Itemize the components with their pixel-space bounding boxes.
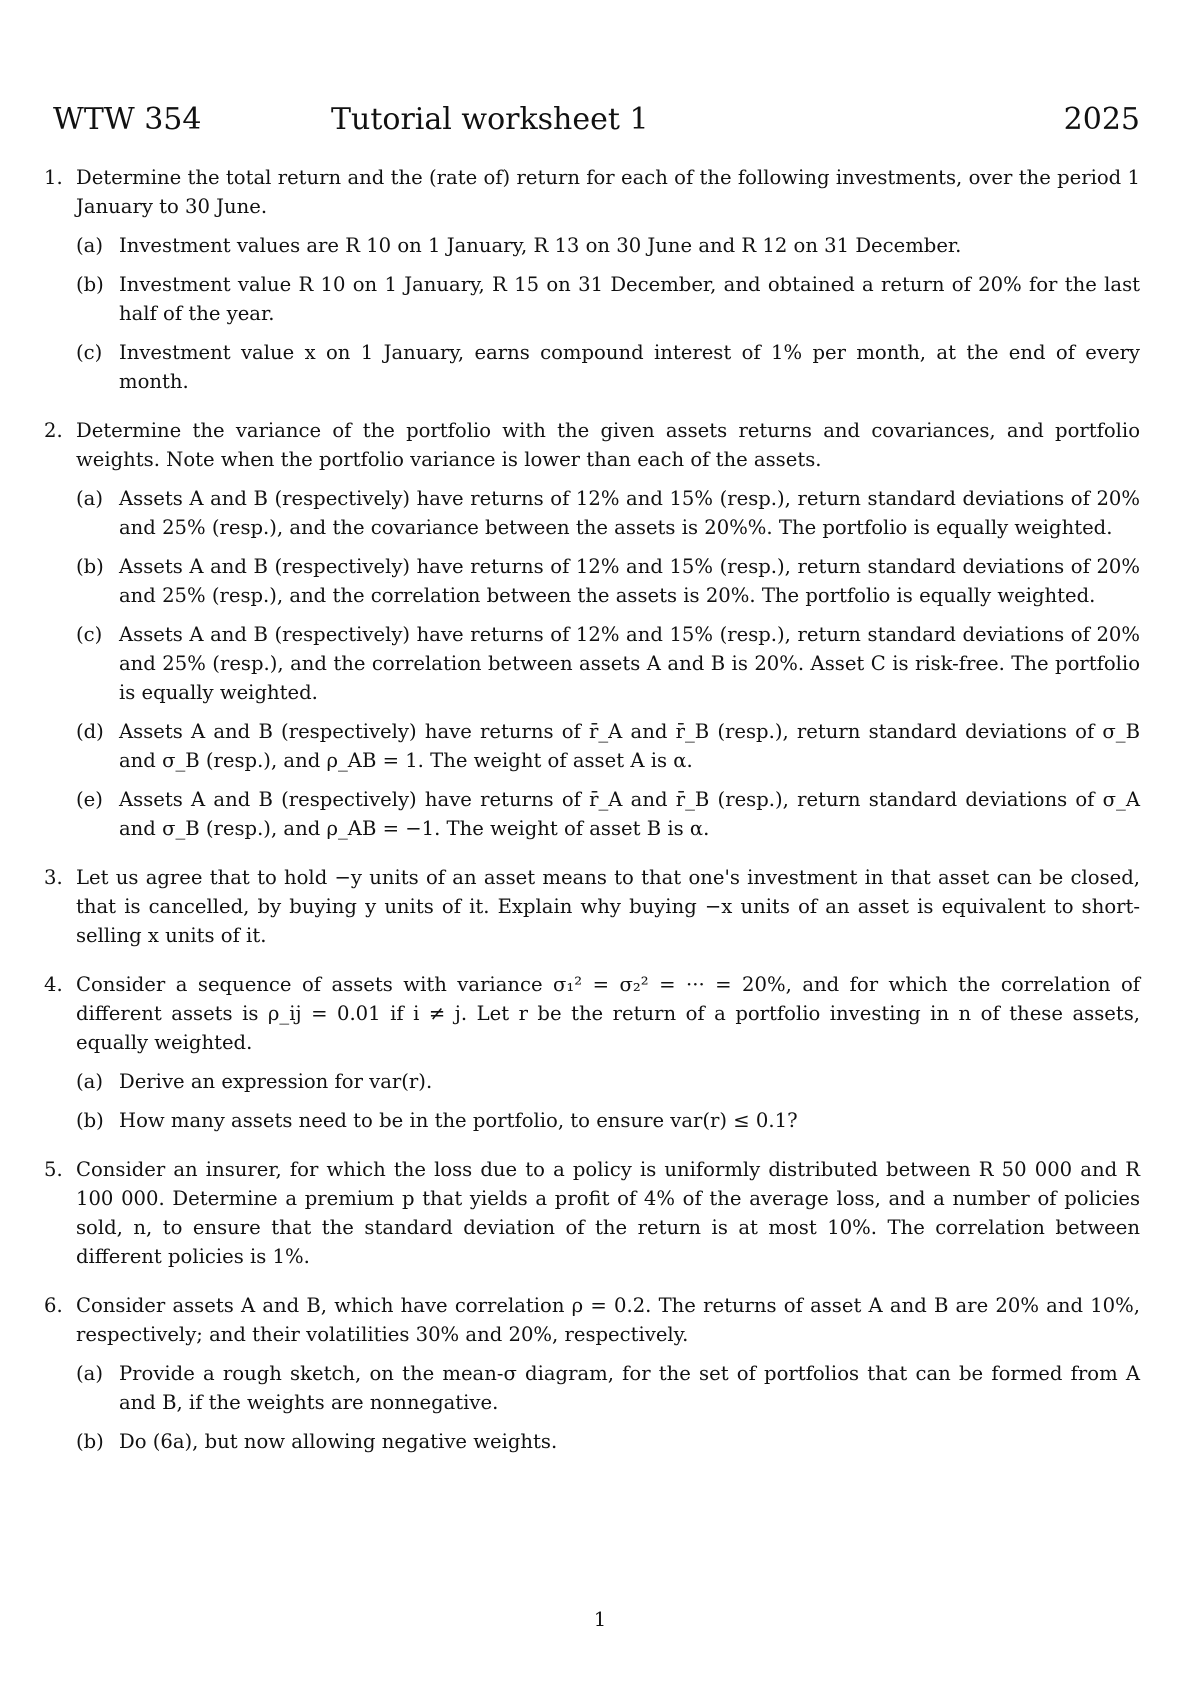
subquestion-label: (a) — [76, 1070, 103, 1093]
subquestion-text: Investment value x on 1 January, earns compound interest of 1% per month, at the end of every month. — [119, 341, 1140, 393]
subquestion-list — [76, 1359, 1140, 1456]
question-text: Let us agree that to hold −y units of an asset means to that one's investment in that asset can be closed, that is cancelled, by buying y units of it. Explain why buying −x units of an asset is equivalent to short-selling x units of it. — [76, 866, 1140, 947]
question-number: 5. — [44, 1158, 63, 1181]
question-number: 3. — [44, 866, 63, 889]
subquestion — [76, 717, 1140, 775]
worksheet-year: 2025 — [1063, 102, 1140, 137]
subquestion-text: Do (6a), but now allowing negative weights. — [119, 1430, 558, 1453]
question-3 — [44, 863, 1140, 950]
subquestion-text: Assets A and B (respectively) have returns of 12% and 15% (resp.), return standard deviations of 20% and 25% (resp.), and the correlation between assets A and B is 20%. Asset C is risk-free. The portfolio is equally weighted. — [119, 623, 1140, 704]
subquestion-label: (c) — [76, 623, 103, 646]
subquestion — [76, 552, 1140, 610]
page-number: 1 — [593, 1608, 607, 1631]
question-text: Determine the variance of the portfolio with the given assets returns and covariances, and portfolio weights. Note when the portfolio variance is lower than each of the assets. — [76, 419, 1140, 471]
subquestion-text: How many assets need to be in the portfolio, to ensure var(r) ≤ 0.1? — [119, 1109, 798, 1132]
subquestion-text: Investment values are R 10 on 1 January, R 13 on 30 June and R 12 on 31 December. — [119, 234, 962, 257]
subquestion-text: Provide a rough sketch, on the mean-σ diagram, for the set of portfolios that can be formed from A and B, if the weights are nonnegative. — [119, 1362, 1140, 1414]
subquestion — [76, 1067, 1140, 1096]
subquestion — [76, 484, 1140, 542]
subquestion — [76, 785, 1140, 843]
question-text: Determine the total return and the (rate of) return for each of the following investments, over the period 1 January to 30 June. — [76, 166, 1140, 218]
subquestion-text: Assets A and B (respectively) have returns of 12% and 15% (resp.), return standard deviations of 20% and 25% (resp.), and the correlation between the assets is 20%. The portfolio is equally weighted. — [119, 555, 1140, 607]
subquestion — [76, 231, 1140, 260]
question-text: Consider a sequence of assets with variance σ₁² = σ₂² = ··· = 20%, and for which the correlation of different assets is ρ_ij = 0.01 if i ≠ j. Let r be the return of a portfolio investing in n of these assets, equally weighted. — [76, 973, 1140, 1054]
subquestion-label: (b) — [76, 555, 104, 578]
subquestion-list — [76, 484, 1140, 843]
subquestion-label: (b) — [76, 1430, 104, 1453]
question-5 — [44, 1155, 1140, 1271]
course-code: WTW 354 — [53, 102, 202, 137]
subquestion-text: Assets A and B (respectively) have returns of 12% and 15% (resp.), return standard deviations of 20% and 25% (resp.), and the covariance between the assets is 20%%. The portfolio is equally weighted. — [119, 487, 1140, 539]
question-number: 2. — [44, 419, 63, 442]
question-number: 1. — [44, 166, 63, 189]
question-number: 4. — [44, 973, 63, 996]
question-4 — [44, 970, 1140, 1135]
subquestion-label: (b) — [76, 1109, 104, 1132]
subquestion — [76, 270, 1140, 328]
question-number: 6. — [44, 1294, 63, 1317]
question-list — [44, 163, 1140, 1476]
worksheet-title: Tutorial worksheet 1 — [331, 102, 649, 137]
subquestion-list — [76, 231, 1140, 396]
subquestion — [76, 338, 1140, 396]
subquestion — [76, 620, 1140, 707]
question-2 — [44, 416, 1140, 843]
subquestion-label: (a) — [76, 234, 103, 257]
question-text: Consider assets A and B, which have correlation ρ = 0.2. The returns of asset A and B are 20% and 10%, respectively; and their volatilities 30% and 20%, respectively. — [76, 1294, 1140, 1346]
subquestion-text: Investment value R 10 on 1 January, R 15 on 31 December, and obtained a return of 20% for the last half of the year. — [119, 273, 1140, 325]
subquestion — [76, 1427, 1140, 1456]
subquestion-label: (e) — [76, 788, 103, 811]
subquestion-label: (a) — [76, 487, 103, 510]
subquestion — [76, 1359, 1140, 1417]
subquestion — [76, 1106, 1140, 1135]
subquestion-label: (d) — [76, 720, 104, 743]
subquestion-text: Assets A and B (respectively) have returns of r̄_A and r̄_B (resp.), return standard deviations of σ_A and σ_B (resp.), and ρ_AB = −1. The weight of asset B is α. — [119, 788, 1140, 840]
question-6 — [44, 1291, 1140, 1456]
question-1 — [44, 163, 1140, 396]
question-text: Consider an insurer, for which the loss due to a policy is uniformly distributed between R 50 000 and R 100 000. Determine a premium p that yields a profit of 4% of the average loss, and a number of policies sold, n, to ensure that the standard deviation of the return is at most 10%. The correlation between different policies is 1%. — [76, 1158, 1140, 1268]
subquestion-text: Derive an expression for var(r). — [119, 1070, 433, 1093]
subquestion-label: (b) — [76, 273, 104, 296]
subquestion-label: (a) — [76, 1362, 103, 1385]
subquestion-list — [76, 1067, 1140, 1135]
subquestion-text: Assets A and B (respectively) have returns of r̄_A and r̄_B (resp.), return standard deviations of σ_B and σ_B (resp.), and ρ_AB = 1. The weight of asset A is α. — [119, 720, 1140, 772]
subquestion-label: (c) — [76, 341, 103, 364]
page-header — [53, 100, 1140, 140]
